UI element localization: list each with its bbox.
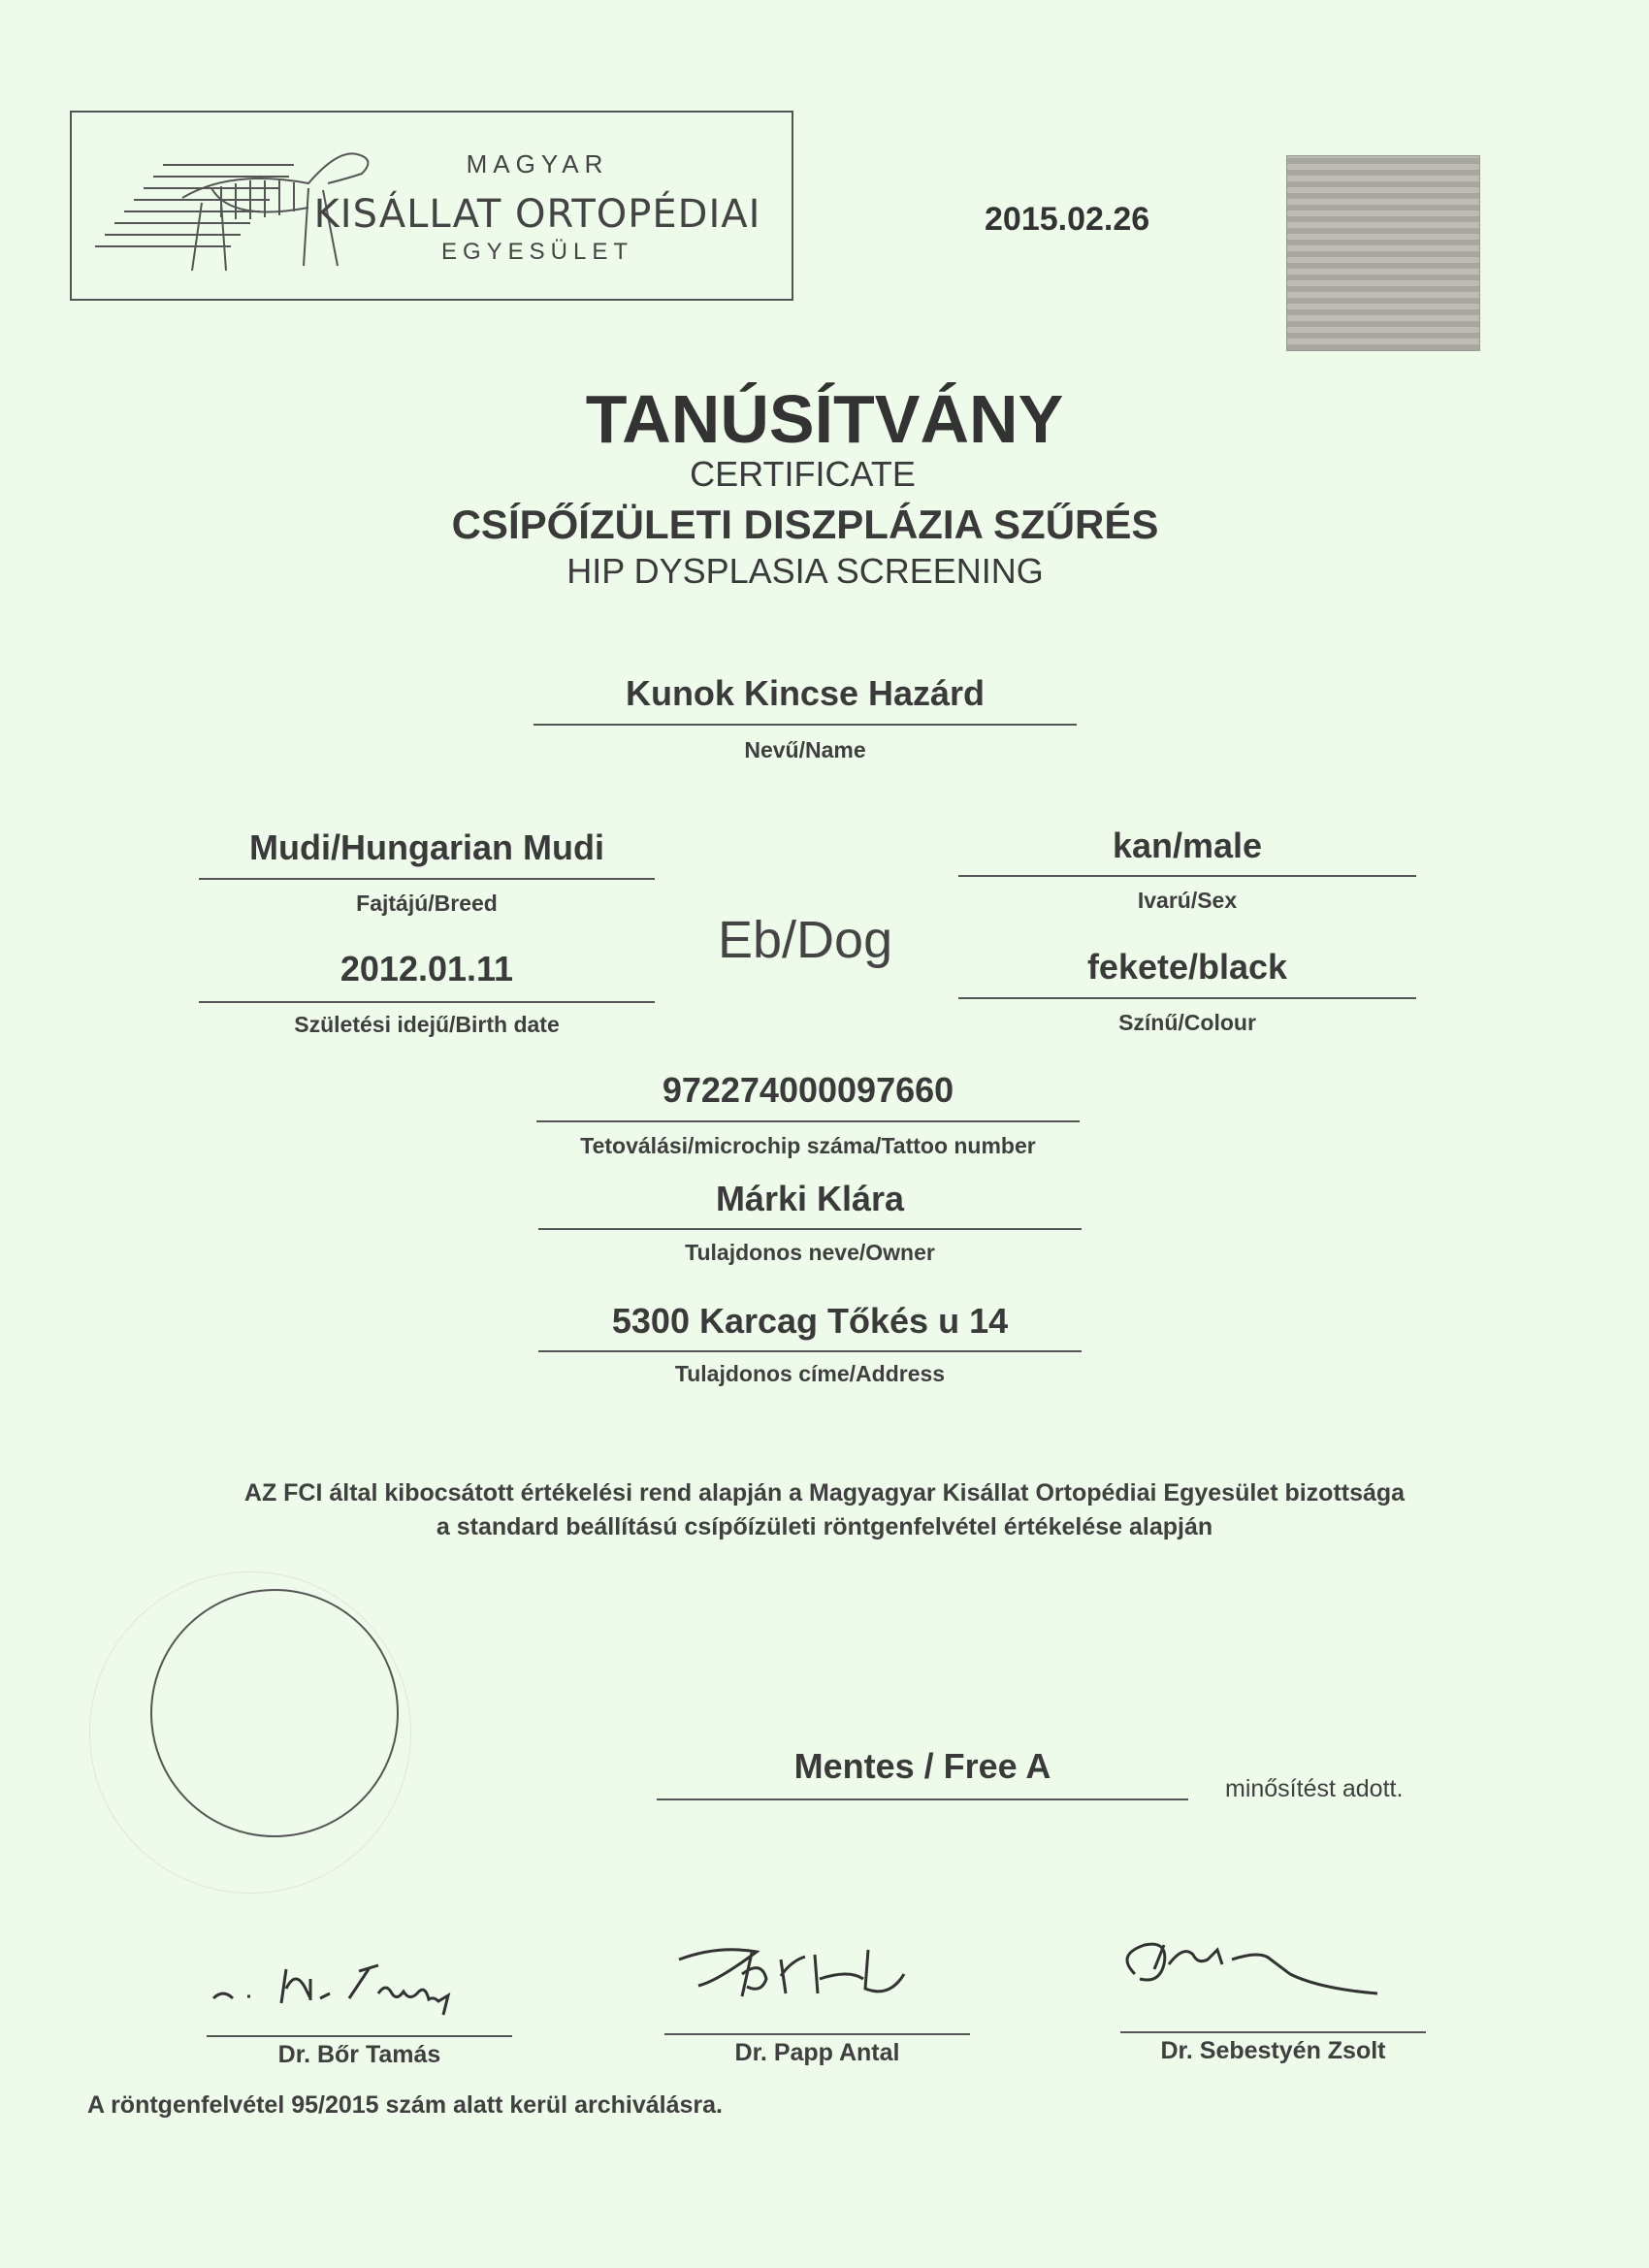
signature-sebestyen (1116, 1930, 1387, 2008)
owner-value: Márki Klára (715, 1179, 905, 1218)
microchip-label: Tetoválási/microchip száma/Tattoo number (580, 1133, 1036, 1158)
birth-date-line (199, 1001, 655, 1003)
screening-title: CSÍPŐÍZÜLETI DISZPLÁZIA SZŰRÉS (451, 502, 1159, 547)
embossed-seal (150, 1589, 399, 1837)
birth-date-value: 2012.01.11 (340, 949, 514, 988)
dog-name-line (534, 724, 1077, 726)
signatory-name-papp: Dr. Papp Antal (734, 2039, 900, 2066)
result-suffix: minősítést adott. (1225, 1775, 1404, 1802)
signature-line-sebestyen (1120, 2031, 1426, 2033)
microchip-line (536, 1120, 1080, 1122)
dog-name-value: Kunok Kincse Hazárd (625, 673, 986, 713)
certificate-title: TANÚSÍTVÁNY (585, 381, 1064, 457)
breed-line (199, 878, 655, 880)
sex-line (958, 875, 1416, 877)
colour-line (958, 997, 1416, 999)
owner-label: Tulajdonos neve/Owner (685, 1240, 935, 1265)
dog-name-label: Nevű/Name (744, 737, 866, 762)
signature-line-bor (207, 2035, 512, 2037)
breed-label: Fajtájú/Breed (356, 891, 498, 916)
screening-subtitle: HIP DYSPLASIA SCREENING (566, 551, 1044, 591)
signature-papp (674, 1935, 926, 2008)
statement-line-2: a standard beállítású csípőízületi röntgenfelvétel értékelése alapján (436, 1513, 1213, 1540)
breed-value: Mudi/Hungarian Mudi (249, 827, 604, 867)
owner-line (538, 1228, 1082, 1230)
archive-note: A röntgenfelvétel 95/2015 szám alatt kerül archiválásra. (87, 2091, 723, 2119)
signature-bor (204, 1950, 466, 2018)
sex-value: kan/male (1112, 826, 1263, 865)
address-label: Tulajdonos címe/Address (674, 1361, 946, 1386)
colour-value: fekete/black (1086, 947, 1288, 987)
logo-line-magyar: MAGYAR (466, 149, 609, 178)
logo-line-egyesulet: EGYESÜLET (440, 239, 634, 265)
association-logo (70, 111, 793, 301)
logo-line-kisallat: KISÁLLAT ORTOPÉDIAI (313, 192, 761, 237)
certificate-subtitle: CERTIFICATE (690, 454, 916, 494)
issue-date: 2015.02.26 (985, 201, 1150, 238)
signatory-name-sebestyen: Dr. Sebestyén Zsolt (1160, 2037, 1386, 2064)
result-line (657, 1798, 1188, 1800)
species-value: Eb/Dog (718, 911, 893, 969)
microchip-value: 972274000097660 (662, 1070, 954, 1110)
hologram-seal (1286, 155, 1480, 351)
colour-label: Színű/Colour (1118, 1010, 1256, 1035)
address-value: 5300 Karcag Tőkés u 14 (611, 1301, 1009, 1341)
sex-label: Ivarú/Sex (1137, 888, 1238, 913)
address-line (538, 1350, 1082, 1352)
result-value: Mentes / Free A (793, 1746, 1051, 1786)
birth-date-label: Születési idejű/Birth date (294, 1012, 560, 1037)
signature-line-papp (664, 2033, 970, 2035)
signatory-name-bor: Dr. Bőr Tamás (277, 2041, 441, 2068)
statement-line-1: AZ FCI által kibocsátott értékelési rend alapján a Magyagyar Kisállat Ortopédiai Egyesület bizottsága (243, 1479, 1406, 1507)
